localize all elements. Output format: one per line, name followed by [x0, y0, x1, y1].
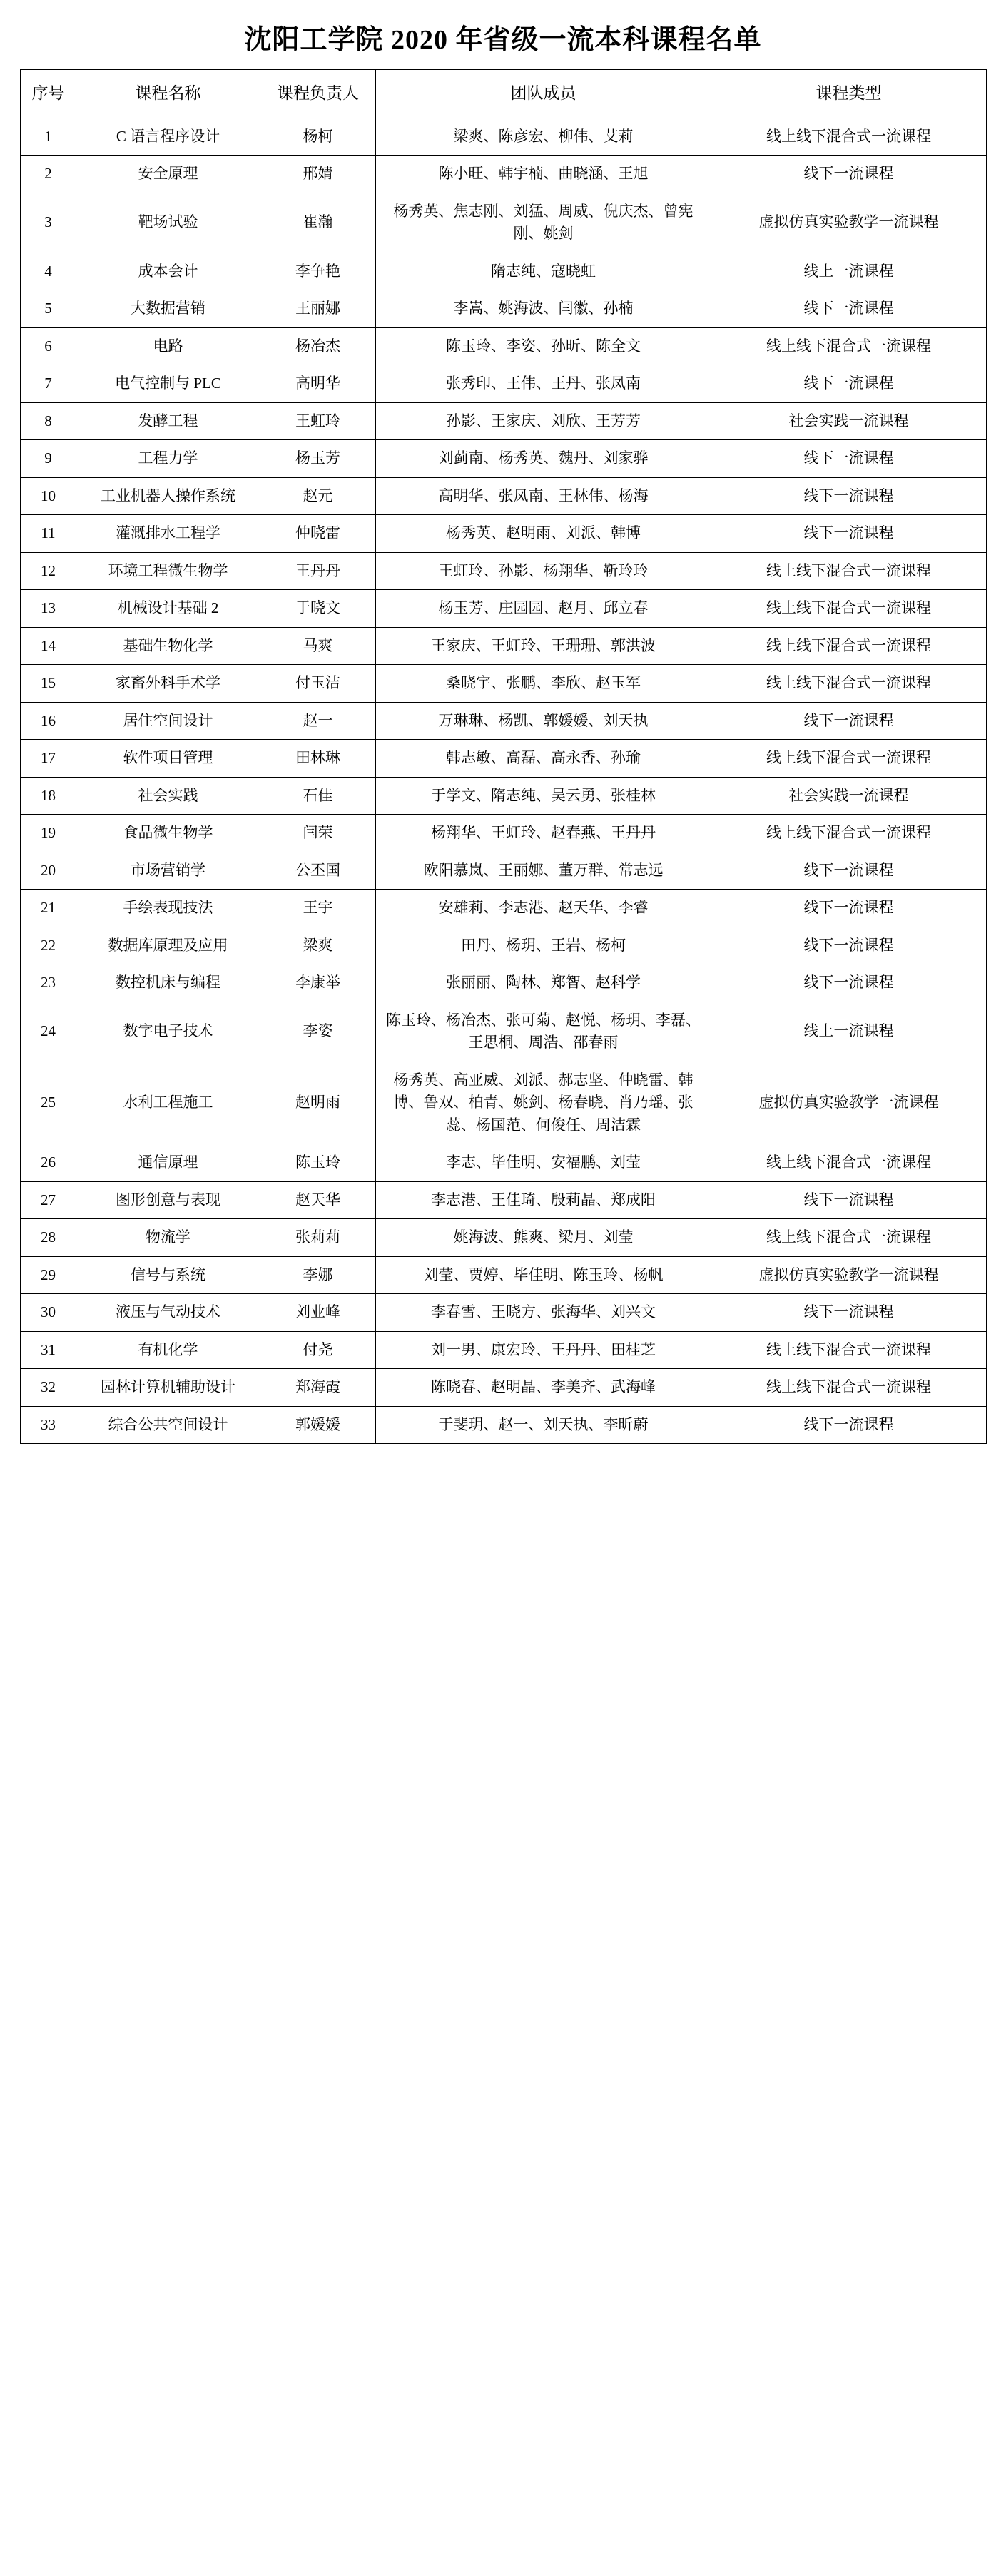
cell-course-name: 数控机床与编程: [76, 964, 260, 1002]
cell-course-leader: 付玉洁: [260, 665, 376, 703]
cell-course-type: 线下一流课程: [711, 702, 987, 740]
cell-team-members: 孙影、王家庆、刘欣、王芳芳: [376, 402, 711, 440]
cell-team-members: 李嵩、姚海波、闫徽、孙楠: [376, 290, 711, 328]
cell-course-type: 线上线下混合式一流课程: [711, 552, 987, 590]
cell-course-leader: 郑海霞: [260, 1369, 376, 1407]
cell-team-members: 田丹、杨玥、王岩、杨柯: [376, 927, 711, 964]
table-header-row: [21, 70, 987, 118]
cell-team-members: 王家庆、王虹玲、王珊珊、郭洪波: [376, 627, 711, 665]
cell-course-leader: 公丕国: [260, 852, 376, 890]
cell-team-members: 张丽丽、陶林、郑智、赵科学: [376, 964, 711, 1002]
cell-course-name: 成本会计: [76, 253, 260, 290]
cell-course-type: 线下一流课程: [711, 1406, 987, 1444]
cell-course-type: 线下一流课程: [711, 964, 987, 1002]
cell-course-name: 基础生物化学: [76, 627, 260, 665]
cell-team-members: 陈玉玲、李姿、孙昕、陈全文: [376, 327, 711, 365]
cell-course-type: 线下一流课程: [711, 365, 987, 403]
cell-team-members: 刘蓟南、杨秀英、魏丹、刘家骅: [376, 440, 711, 478]
cell-course-leader: 王宇: [260, 890, 376, 927]
cell-course-name: 数字电子技术: [76, 1002, 260, 1062]
cell-no: 29: [21, 1256, 76, 1294]
cell-course-type: 线下一流课程: [711, 515, 987, 553]
cell-no: 21: [21, 890, 76, 927]
cell-course-leader: 马爽: [260, 627, 376, 665]
table-row: [21, 402, 987, 440]
cell-team-members: 王虹玲、孙影、杨翔华、靳玲玲: [376, 552, 711, 590]
cell-no: 13: [21, 590, 76, 628]
cell-no: 7: [21, 365, 76, 403]
cell-team-members: 陈晓春、赵明晶、李美齐、武海峰: [376, 1369, 711, 1407]
table-row: [21, 890, 987, 927]
cell-course-name: 灌溉排水工程学: [76, 515, 260, 553]
table-row: [21, 477, 987, 515]
cell-course-type: 线下一流课程: [711, 927, 987, 964]
table-row: [21, 1181, 987, 1219]
table-row: [21, 702, 987, 740]
cell-course-type: 线下一流课程: [711, 890, 987, 927]
table-row: [21, 156, 987, 193]
cell-no: 12: [21, 552, 76, 590]
cell-team-members: 杨秀英、高亚威、刘派、郝志坚、仲晓雷、韩博、鲁双、柏青、姚剑、杨春晓、肖乃瑶、张蕊、杨国范、何俊任、周洁霖: [376, 1062, 711, 1144]
cell-course-leader: 王丽娜: [260, 290, 376, 328]
cell-no: 18: [21, 777, 76, 815]
table-row: [21, 1294, 987, 1332]
cell-course-leader: 邢婧: [260, 156, 376, 193]
cell-course-type: 线上线下混合式一流课程: [711, 1144, 987, 1182]
table-row: [21, 440, 987, 478]
cell-course-type: 线上线下混合式一流课程: [711, 1219, 987, 1257]
cell-course-leader: 赵元: [260, 477, 376, 515]
course-list-table: [20, 69, 987, 1444]
cell-course-type: 线上线下混合式一流课程: [711, 815, 987, 852]
table-row: [21, 1369, 987, 1407]
cell-team-members: 梁爽、陈彦宏、柳伟、艾莉: [376, 118, 711, 156]
cell-team-members: 刘莹、贾婷、毕佳明、陈玉玲、杨帆: [376, 1256, 711, 1294]
cell-course-leader: 李康举: [260, 964, 376, 1002]
cell-course-name: 社会实践: [76, 777, 260, 815]
cell-team-members: 万琳琳、杨凯、郭媛媛、刘天执: [376, 702, 711, 740]
table-row: [21, 590, 987, 628]
cell-team-members: 刘一男、康宏玲、王丹丹、田桂芝: [376, 1331, 711, 1369]
cell-no: 9: [21, 440, 76, 478]
cell-team-members: 欧阳慕岚、王丽娜、董万群、常志远: [376, 852, 711, 890]
table-row: [21, 740, 987, 778]
cell-team-members: 张秀印、王伟、王丹、张凤南: [376, 365, 711, 403]
cell-no: 1: [21, 118, 76, 156]
cell-course-name: 大数据营销: [76, 290, 260, 328]
cell-course-type: 线上线下混合式一流课程: [711, 627, 987, 665]
table-row: [21, 193, 987, 253]
cell-course-name: 工程力学: [76, 440, 260, 478]
cell-course-name: 通信原理: [76, 1144, 260, 1182]
column-header-team-members: 团队成员: [376, 70, 711, 118]
cell-course-type: 社会实践一流课程: [711, 402, 987, 440]
cell-no: 24: [21, 1002, 76, 1062]
cell-course-type: 线上线下混合式一流课程: [711, 1369, 987, 1407]
column-header-course-leader: 课程负责人: [260, 70, 376, 118]
cell-course-name: 数据库原理及应用: [76, 927, 260, 964]
cell-course-leader: 郭媛媛: [260, 1406, 376, 1444]
cell-course-name: 液压与气动技术: [76, 1294, 260, 1332]
cell-course-type: 线上线下混合式一流课程: [711, 1331, 987, 1369]
cell-course-leader: 王丹丹: [260, 552, 376, 590]
cell-course-name: 安全原理: [76, 156, 260, 193]
cell-course-type: 线下一流课程: [711, 156, 987, 193]
cell-no: 5: [21, 290, 76, 328]
cell-no: 23: [21, 964, 76, 1002]
cell-no: 4: [21, 253, 76, 290]
cell-team-members: 李志港、王佳琦、殷莉晶、郑成阳: [376, 1181, 711, 1219]
cell-team-members: 姚海波、熊爽、梁月、刘莹: [376, 1219, 711, 1257]
table-row: [21, 552, 987, 590]
cell-course-type: 线下一流课程: [711, 852, 987, 890]
column-header-course-name: 课程名称: [76, 70, 260, 118]
cell-course-name: 手绘表现技法: [76, 890, 260, 927]
cell-course-type: 线上线下混合式一流课程: [711, 740, 987, 778]
cell-course-name: 机械设计基础 2: [76, 590, 260, 628]
cell-course-name: 有机化学: [76, 1331, 260, 1369]
cell-course-name: C 语言程序设计: [76, 118, 260, 156]
cell-course-leader: 于晓文: [260, 590, 376, 628]
cell-course-name: 靶场试验: [76, 193, 260, 253]
cell-team-members: 陈玉玲、杨冶杰、张可菊、赵悦、杨玥、李磊、王思桐、周浩、邵春雨: [376, 1002, 711, 1062]
table-row: [21, 777, 987, 815]
table-row: [21, 365, 987, 403]
cell-team-members: 于斐玥、赵一、刘天执、李昕蔚: [376, 1406, 711, 1444]
cell-course-leader: 仲晓雷: [260, 515, 376, 553]
cell-team-members: 杨秀英、赵明雨、刘派、韩博: [376, 515, 711, 553]
cell-no: 2: [21, 156, 76, 193]
cell-course-leader: 杨玉芳: [260, 440, 376, 478]
table-row: [21, 118, 987, 156]
table-row: [21, 1331, 987, 1369]
cell-course-leader: 李姿: [260, 1002, 376, 1062]
cell-course-leader: 崔瀚: [260, 193, 376, 253]
cell-team-members: 李春雪、王晓方、张海华、刘兴文: [376, 1294, 711, 1332]
cell-course-name: 信号与系统: [76, 1256, 260, 1294]
column-header-course-type: 课程类型: [711, 70, 987, 118]
cell-course-type: 线上一流课程: [711, 253, 987, 290]
cell-team-members: 安雄莉、李志港、赵天华、李睿: [376, 890, 711, 927]
cell-course-type: 线下一流课程: [711, 1294, 987, 1332]
cell-no: 20: [21, 852, 76, 890]
cell-no: 3: [21, 193, 76, 253]
cell-course-name: 水利工程施工: [76, 1062, 260, 1144]
cell-course-leader: 梁爽: [260, 927, 376, 964]
table-row: [21, 627, 987, 665]
cell-course-name: 园林计算机辅助设计: [76, 1369, 260, 1407]
cell-course-leader: 李争艳: [260, 253, 376, 290]
cell-course-name: 电气控制与 PLC: [76, 365, 260, 403]
cell-course-name: 市场营销学: [76, 852, 260, 890]
table-row: [21, 1219, 987, 1257]
cell-course-name: 家畜外科手术学: [76, 665, 260, 703]
cell-team-members: 陈小旺、韩宇楠、曲晓涵、王旭: [376, 156, 711, 193]
cell-course-type: 线上线下混合式一流课程: [711, 590, 987, 628]
cell-no: 16: [21, 702, 76, 740]
table-row: [21, 515, 987, 553]
cell-team-members: 桑晓宇、张鹏、李欣、赵玉军: [376, 665, 711, 703]
cell-no: 10: [21, 477, 76, 515]
cell-course-type: 线上线下混合式一流课程: [711, 118, 987, 156]
table-row: [21, 927, 987, 964]
cell-no: 15: [21, 665, 76, 703]
cell-course-leader: 赵天华: [260, 1181, 376, 1219]
cell-course-type: 虚拟仿真实验教学一流课程: [711, 193, 987, 253]
cell-no: 26: [21, 1144, 76, 1182]
cell-course-name: 居住空间设计: [76, 702, 260, 740]
table-row: [21, 1406, 987, 1444]
cell-course-name: 食品微生物学: [76, 815, 260, 852]
cell-course-leader: 王虹玲: [260, 402, 376, 440]
cell-no: 31: [21, 1331, 76, 1369]
cell-no: 30: [21, 1294, 76, 1332]
cell-no: 17: [21, 740, 76, 778]
cell-no: 11: [21, 515, 76, 553]
cell-course-name: 工业机器人操作系统: [76, 477, 260, 515]
cell-course-type: 线上线下混合式一流课程: [711, 327, 987, 365]
table-row: [21, 964, 987, 1002]
cell-no: 27: [21, 1181, 76, 1219]
table-row: [21, 1256, 987, 1294]
cell-team-members: 隋志纯、寇晓虹: [376, 253, 711, 290]
cell-no: 6: [21, 327, 76, 365]
cell-course-leader: 李娜: [260, 1256, 376, 1294]
cell-course-name: 环境工程微生物学: [76, 552, 260, 590]
cell-course-name: 软件项目管理: [76, 740, 260, 778]
cell-course-type: 线上线下混合式一流课程: [711, 665, 987, 703]
cell-course-leader: 杨冶杰: [260, 327, 376, 365]
cell-course-leader: 闫荣: [260, 815, 376, 852]
cell-team-members: 杨玉芳、庄园园、赵月、邱立春: [376, 590, 711, 628]
cell-team-members: 杨翔华、王虹玲、赵春燕、王丹丹: [376, 815, 711, 852]
table-row: [21, 1002, 987, 1062]
table-row: [21, 327, 987, 365]
cell-course-type: 线下一流课程: [711, 290, 987, 328]
cell-course-type: 虚拟仿真实验教学一流课程: [711, 1062, 987, 1144]
table-row: [21, 852, 987, 890]
page-title: 沈阳工学院 2020 年省级一流本科课程名单: [244, 25, 762, 55]
cell-course-name: 电路: [76, 327, 260, 365]
cell-team-members: 于学文、隋志纯、吴云勇、张桂林: [376, 777, 711, 815]
cell-course-leader: 陈玉玲: [260, 1144, 376, 1182]
cell-no: 19: [21, 815, 76, 852]
cell-course-leader: 刘业峰: [260, 1294, 376, 1332]
cell-course-leader: 赵明雨: [260, 1062, 376, 1144]
cell-no: 8: [21, 402, 76, 440]
cell-team-members: 杨秀英、焦志刚、刘猛、周威、倪庆杰、曾宪刚、姚剑: [376, 193, 711, 253]
table-row: [21, 815, 987, 852]
cell-course-name: 图形创意与表现: [76, 1181, 260, 1219]
table-body: [21, 118, 987, 1444]
cell-course-name: 物流学: [76, 1219, 260, 1257]
table-row: [21, 1144, 987, 1182]
cell-course-leader: 付尧: [260, 1331, 376, 1369]
cell-course-name: 综合公共空间设计: [76, 1406, 260, 1444]
cell-no: 28: [21, 1219, 76, 1257]
cell-team-members: 李志、毕佳明、安福鹏、刘莹: [376, 1144, 711, 1182]
cell-course-leader: 高明华: [260, 365, 376, 403]
table-row: [21, 290, 987, 328]
cell-course-type: 社会实践一流课程: [711, 777, 987, 815]
cell-course-leader: 杨柯: [260, 118, 376, 156]
cell-course-type: 线下一流课程: [711, 477, 987, 515]
cell-team-members: 韩志敏、高磊、高永香、孙瑜: [376, 740, 711, 778]
cell-course-leader: 赵一: [260, 702, 376, 740]
cell-no: 25: [21, 1062, 76, 1144]
cell-course-name: 发酵工程: [76, 402, 260, 440]
table-row: [21, 253, 987, 290]
cell-no: 14: [21, 627, 76, 665]
column-header-no: 序号: [21, 70, 76, 118]
cell-course-leader: 石佳: [260, 777, 376, 815]
cell-no: 32: [21, 1369, 76, 1407]
cell-course-leader: 田林琳: [260, 740, 376, 778]
cell-no: 33: [21, 1406, 76, 1444]
cell-course-type: 线上一流课程: [711, 1002, 987, 1062]
table-row: [21, 665, 987, 703]
cell-course-type: 线下一流课程: [711, 1181, 987, 1219]
table-row: [21, 1062, 987, 1144]
cell-course-leader: 张莉莉: [260, 1219, 376, 1257]
cell-no: 22: [21, 927, 76, 964]
cell-course-type: 虚拟仿真实验教学一流课程: [711, 1256, 987, 1294]
cell-course-type: 线下一流课程: [711, 440, 987, 478]
cell-team-members: 高明华、张凤南、王林伟、杨海: [376, 477, 711, 515]
